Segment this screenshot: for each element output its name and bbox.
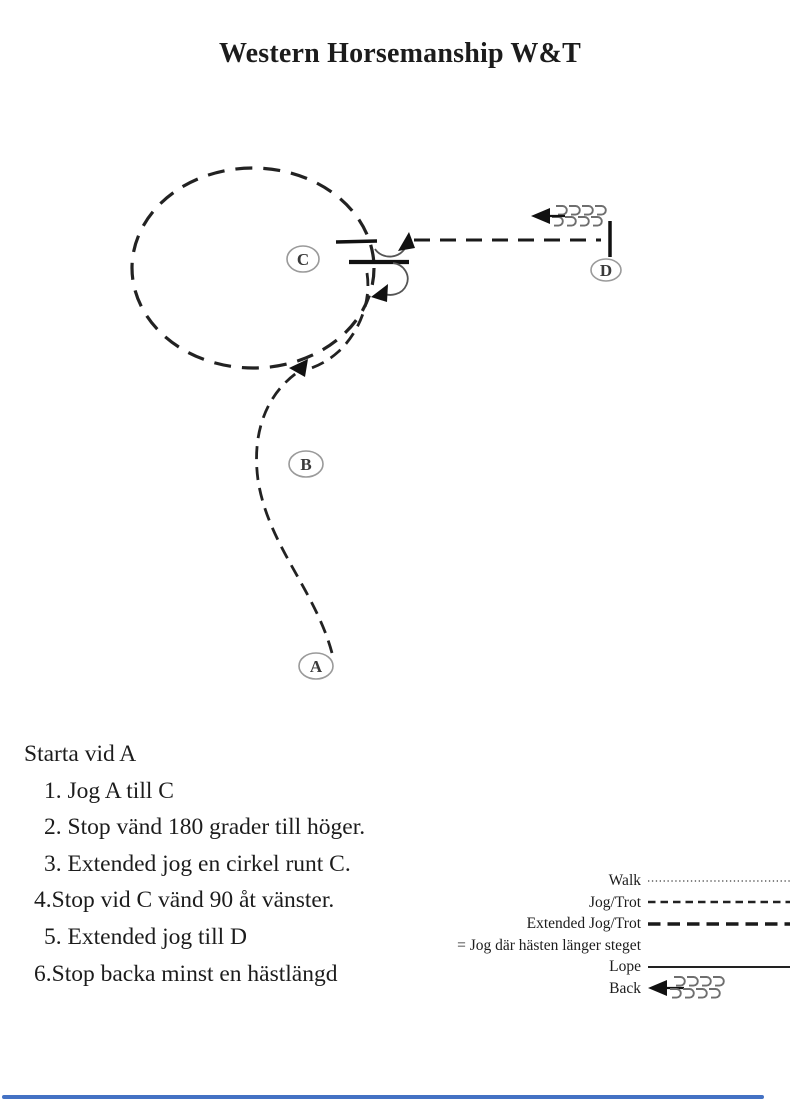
turn-arc-upper-arrowhead (398, 232, 415, 251)
legend-label-back: Back (609, 979, 641, 997)
instruction-step-5: 5. Extended jog till D (44, 923, 247, 950)
legend-note-spacer (646, 935, 796, 957)
marker-d-label: D (599, 261, 613, 280)
back-symbol (646, 974, 792, 1002)
back-symbol-arrowhead (648, 980, 667, 996)
instruction-step-6: 6.Stop backa minst en hästlängd (34, 960, 338, 987)
approach-curve (306, 273, 368, 370)
marker-c-label: C (296, 250, 310, 269)
walk-line-dotted (646, 874, 792, 888)
gait-legend (440, 870, 796, 999)
instruction-step-4: 4.Stop vid C vänd 90 åt vänster. (34, 887, 335, 914)
instruction-step-2: 2. Stop vänd 180 grader till höger. (44, 814, 366, 841)
legend-label-extended-jog: Extended Jog/Trot (526, 915, 641, 932)
marker-d (591, 259, 621, 281)
jog-path-a-to-circle (257, 372, 332, 653)
marker-c (287, 246, 319, 272)
legend-sample-jog (646, 892, 796, 914)
legend-sample-walk (646, 870, 796, 892)
backup-loops-bottom-row (552, 217, 602, 226)
backup-symbol (547, 206, 606, 226)
marker-b (289, 451, 323, 477)
instructions-heading: Starta vid A (24, 741, 137, 767)
legend-note: = Jog där hästen länger steget (457, 936, 641, 954)
legend-label-lope: Lope (609, 958, 641, 975)
jog-line-dashed (646, 895, 792, 909)
instruction-step-1: 1. Jog A till C (44, 777, 174, 804)
turn-arc-lower-arrowhead (371, 284, 388, 302)
instruction-step-3: 3. Extended jog en cirkel runt C. (44, 850, 351, 877)
lope-line-solid (646, 960, 792, 974)
page-title: Western Horsemanship W&T (218, 38, 582, 69)
legend-sample-back (646, 978, 796, 1000)
marker-b-label: B (300, 455, 312, 474)
extended-jog-line-long-dashed (646, 917, 792, 931)
bottom-blue-rule (2, 1095, 764, 1099)
stop-bar-upper (336, 241, 377, 242)
marker-a (299, 653, 333, 679)
instructions-block (24, 736, 494, 992)
legend-label-walk: Walk (608, 872, 641, 889)
backup-arrowhead (531, 208, 550, 224)
legend-sample-extended-jog (646, 913, 796, 935)
backup-loops-top-row (556, 206, 606, 215)
marker-a-label: A (309, 657, 323, 676)
legend-label-jog: Jog/Trot (589, 893, 641, 911)
circle-path (132, 168, 374, 368)
